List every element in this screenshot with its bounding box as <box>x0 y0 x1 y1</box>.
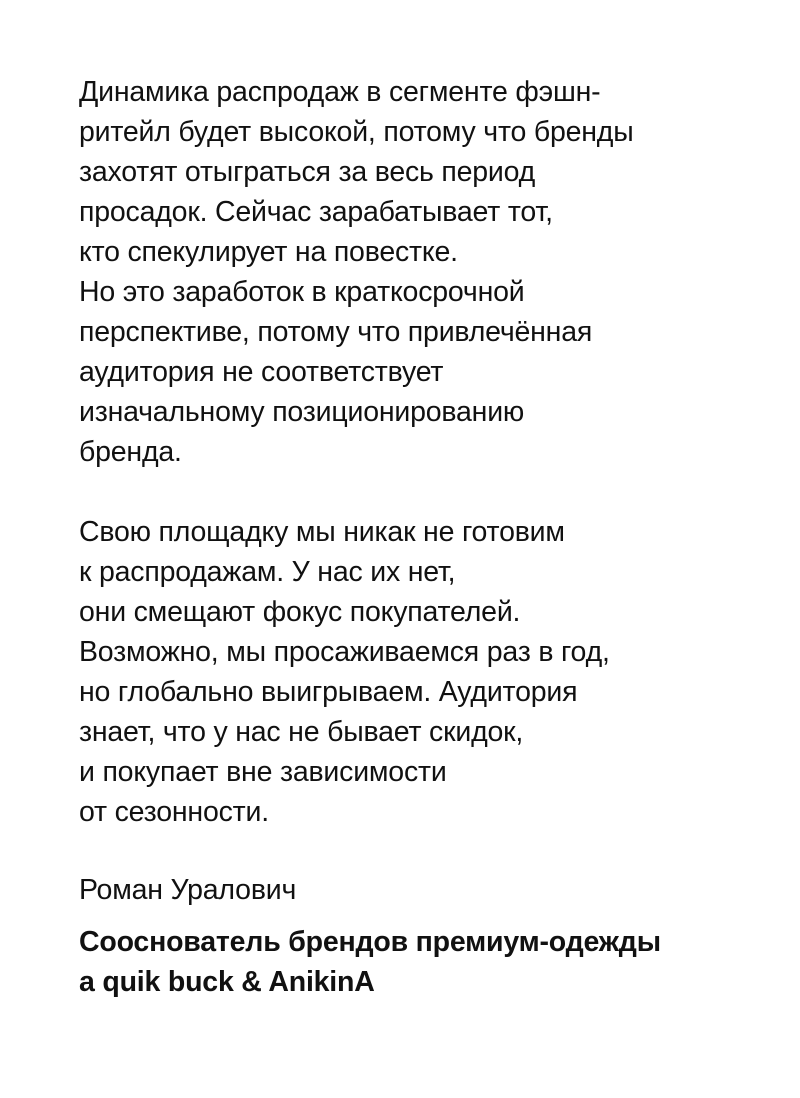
text-line: они смещают фокус покупателей. <box>79 596 521 628</box>
author-role <box>79 922 779 1002</box>
text-line: изначальному позиционированию <box>79 396 525 428</box>
quote-paragraph-1 <box>79 72 779 472</box>
text-line: Динамика распродаж в сегменте фэшн- <box>79 76 601 108</box>
text-line: к распродажам. У нас их нет, <box>79 556 456 588</box>
text-line: Свою площадку мы никак не готовим <box>79 516 565 548</box>
text-line: Возможно, мы просаживаемся раз в год, <box>79 636 610 668</box>
quote-block <box>79 72 779 1002</box>
text-line: захотят отыграться за весь период <box>79 156 536 188</box>
text-line: и покупает вне зависимости <box>79 756 447 788</box>
text-line: ритейл будет высокой, потому что бренды <box>79 116 634 148</box>
author-role-line: Сооснователь брендов премиум-одежды <box>79 926 661 958</box>
author-name: Роман Уралович <box>79 874 297 906</box>
text-line: кто спекулирует на повестке. <box>79 236 458 268</box>
author-role-line: a quik buck & AnikinA <box>79 966 375 998</box>
quote-paragraph-2 <box>79 512 779 832</box>
text-line: знает, что у нас не бывает скидок, <box>79 716 524 748</box>
text-line: но глобально выигрываем. Аудитория <box>79 676 578 708</box>
text-line: аудитория не соответствует <box>79 356 444 388</box>
text-line: бренда. <box>79 436 182 468</box>
text-line: просадок. Сейчас зарабатывает тот, <box>79 196 553 228</box>
text-line: перспективе, потому что привлечённая <box>79 316 593 348</box>
text-line: от сезонности. <box>79 796 269 828</box>
text-line: Но это заработок в краткосрочной <box>79 276 525 308</box>
